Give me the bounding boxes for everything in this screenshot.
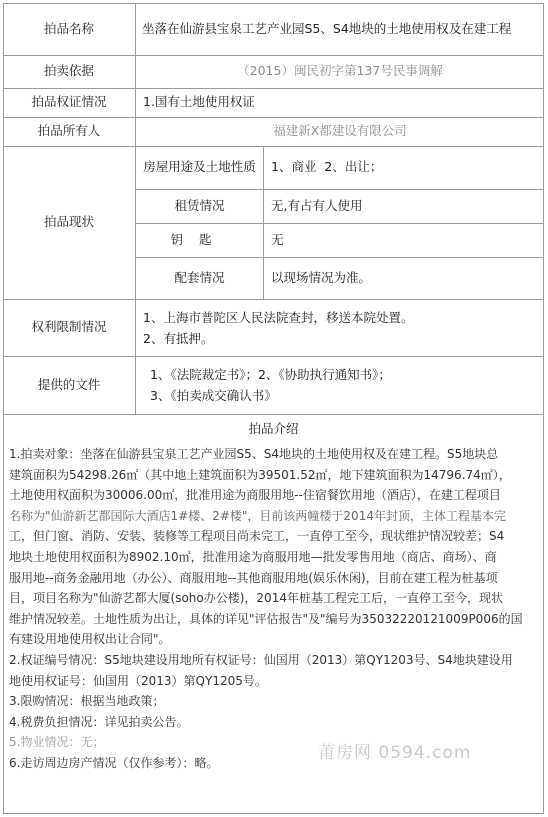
column-divider [263,146,264,299]
intro-line: 2.权证编号情况：S5地块建设用地所有权证号：仙国用（2013）第QY1203号、S4地块建设用 [9,652,513,667]
restriction-label: 权利限制情况 [31,319,107,335]
intro-body [9,444,541,774]
intro-line: 服用地--商务金融用地（办公）、商服用地--其他商服用地(娱乐休闲)，目前在建工程为桩基项 [9,570,498,585]
basis-label: 拍卖依据 [43,63,94,79]
intro-line: 4.税费负担情况：详见拍卖公告。 [9,714,189,729]
intro-line: 3.限购情况：根据当地政策； [9,694,165,709]
intro-line: 土地使用权面积为30006.00㎡，批准用途为商服用地--住宿餐饮用地（酒店），在建工程项目 [9,488,501,503]
site-watermark: 莆房网 0594.com [318,743,472,763]
status-usage-key: 房屋用途及土地性质 [143,159,256,175]
status-label: 拍品现状 [43,214,94,230]
intro-line: 1.拍卖对象：坐落在仙游县宝泉工艺产业园S5、S4地块的土地使用权及在建工程。S5地块总 [9,447,499,461]
restriction-line: 1、上海市普陀区人民法院查封，移送本院处置。 [143,309,414,325]
intro-line: 地使用权证号：仙国用（2013）第QY1205号。 [9,673,267,688]
owner-label: 拍品所有人 [37,123,101,139]
documents-label: 提供的文件 [37,376,101,392]
intro-line: 6.走访周边房产情况（仅作参考）：略。 [9,755,219,770]
intro-title: 拍品介绍 [248,420,299,436]
intro-line: 建筑面积为54298.26㎡（其中地上建筑面积为39501.52㎡，地下建筑面积为14796.74㎡）， [9,467,511,482]
document-line: 3、《拍卖成交确认书》 [150,388,277,403]
owner-value: 福建新X都建设有限公司 [273,123,407,139]
intro-line: 地块土地使用权面积为8902.10㎡，批准用途为商服用地—批发零售用地（商店、商场）、商 [9,549,497,564]
documents-value [150,356,540,414]
intro-line: 5.物业情况：无； [9,735,105,750]
status-key-value: 无 [271,231,284,247]
rights-label: 拍品权证情况 [31,94,107,110]
restriction-line: 2、有抵押。 [143,330,214,346]
intro-line: 维护情况较差。土地性质为出让，具体的详见"评估报告"及"编号为35032220121009P006的国 [9,611,523,626]
status-facility-key: 配套情况 [174,269,225,285]
row-divider [3,414,544,415]
status-facility-value: 以现场情况为准。 [271,269,372,285]
intro-line: 工，但门窗、消防、安装、装修等工程项目尚未完工，一直停工至今，现状维护情况较差；S4 [9,529,505,544]
rights-value: 1.国有土地使用权证 [143,94,255,110]
item-name-label: 拍品名称 [43,20,94,36]
status-usage-value: 1、商业 2、出让； [271,159,383,175]
intro-line: 目，项目名称为"仙游艺都大厦(soho办公楼)，2014年桩基工程完工后，一直停工至今，现状 [9,591,503,606]
status-lease-value: 无,有占有人使用 [271,197,363,213]
document-line: 1、《法院裁定书》；2、《协助执行通知书》； [150,367,391,382]
restriction-value [143,299,541,356]
intro-line: 有建设用地使用权出让合同"。 [9,632,171,647]
status-lease-key: 租赁情况 [174,197,225,213]
item-name-value: 坐落在仙游县宝泉工艺产业园S5、S4地块的土地使用权及在建工程 [142,20,512,36]
status-key-key: 钥 匙 [170,231,212,247]
basis-value: （2015）闽民初字第137号民事调解 [237,63,443,79]
intro-line: 名称为"仙游新艺都国际大酒店1#楼、2#楼"，目前该两幢楼于2014年封顶，主体工程基本完 [9,508,506,523]
